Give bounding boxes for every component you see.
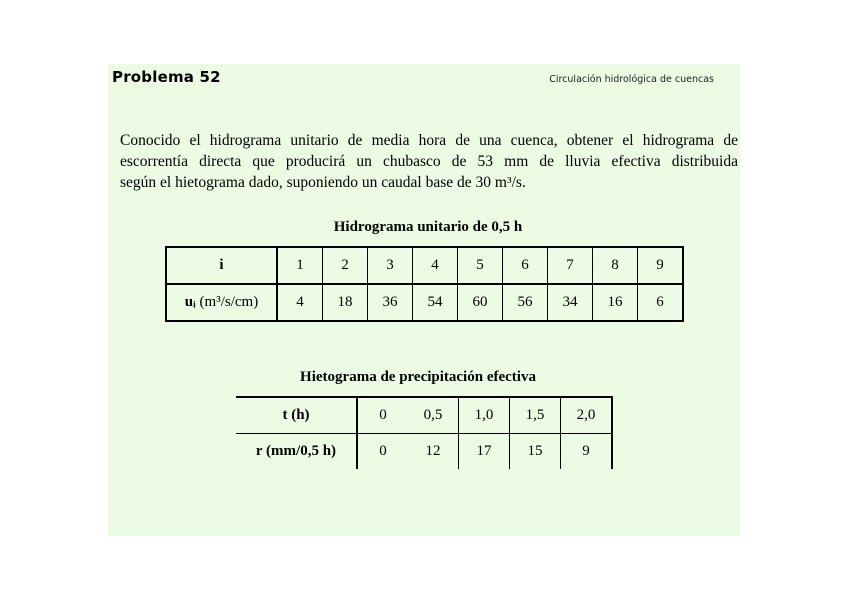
table-cell: 3 [368, 247, 413, 284]
table-row [166, 247, 683, 284]
unit-hydrograph-table [165, 246, 684, 322]
table-cell: 0 [357, 397, 408, 434]
table-cell: 16 [593, 284, 638, 321]
table-cell: 2,0 [561, 397, 613, 434]
table-cell: 1,0 [459, 397, 510, 434]
statement-line: según el hietograma dado, suponiendo un caudal base de 30 m³/s. [120, 174, 526, 191]
table-row [236, 397, 612, 434]
table-cell: 56 [503, 284, 548, 321]
hyetograph-caption: Hietograma de precipitación efectiva [300, 369, 536, 385]
row-header-t: t (h) [236, 397, 357, 434]
table-cell: 54 [413, 284, 458, 321]
unit-hydrograph-caption: Hidrograma unitario de 0,5 h [333, 219, 523, 235]
table-cell: 0 [379, 443, 387, 459]
problem-title: Problema 52 [112, 68, 221, 86]
table-cell: 2 [323, 247, 368, 284]
problem-statement [120, 130, 738, 193]
u-symbol: uᵢ [184, 294, 196, 310]
table-cell: 4 [413, 247, 458, 284]
table-cell: 7 [548, 247, 593, 284]
table-cell: 5 [458, 247, 503, 284]
table-cell: 18 [323, 284, 368, 321]
row-header-u [166, 284, 277, 321]
u-unit: (m³/s/cm) [195, 294, 259, 310]
table-cell: 36 [368, 284, 413, 321]
table-row [236, 434, 612, 470]
statement-line: Conocido el hidrograma unitario de media hora de una cuenca, obtener el hidrograma de [120, 132, 738, 149]
table-cell: 17 [459, 434, 510, 470]
row-header-r: r (mm/0,5 h) [236, 434, 357, 470]
table-cell: 1,5 [510, 397, 561, 434]
table-cell: 15 [510, 434, 561, 470]
table-cell: 34 [548, 284, 593, 321]
table-cell: 12 [408, 434, 459, 470]
table-cell: 6 [503, 247, 548, 284]
hyetograph-table [236, 396, 613, 469]
table-row [166, 284, 683, 321]
table-cell: 9 [638, 247, 684, 284]
slide [108, 64, 740, 536]
table-cell: 8 [593, 247, 638, 284]
statement-line: escorrentía directa que producirá un chubasco de 53 mm de lluvia efectiva distribuida [120, 153, 738, 170]
table-cell: 9 [561, 434, 613, 470]
row-header-i: i [166, 247, 277, 284]
table-cell: 6 [638, 284, 684, 321]
subject-header: Circulación hidrológica de cuencas [549, 74, 714, 85]
table-cell: 0,5 [408, 397, 459, 434]
table-cell: 1 [277, 247, 323, 284]
table-cell: 4 [277, 284, 323, 321]
table-cell: 60 [458, 284, 503, 321]
